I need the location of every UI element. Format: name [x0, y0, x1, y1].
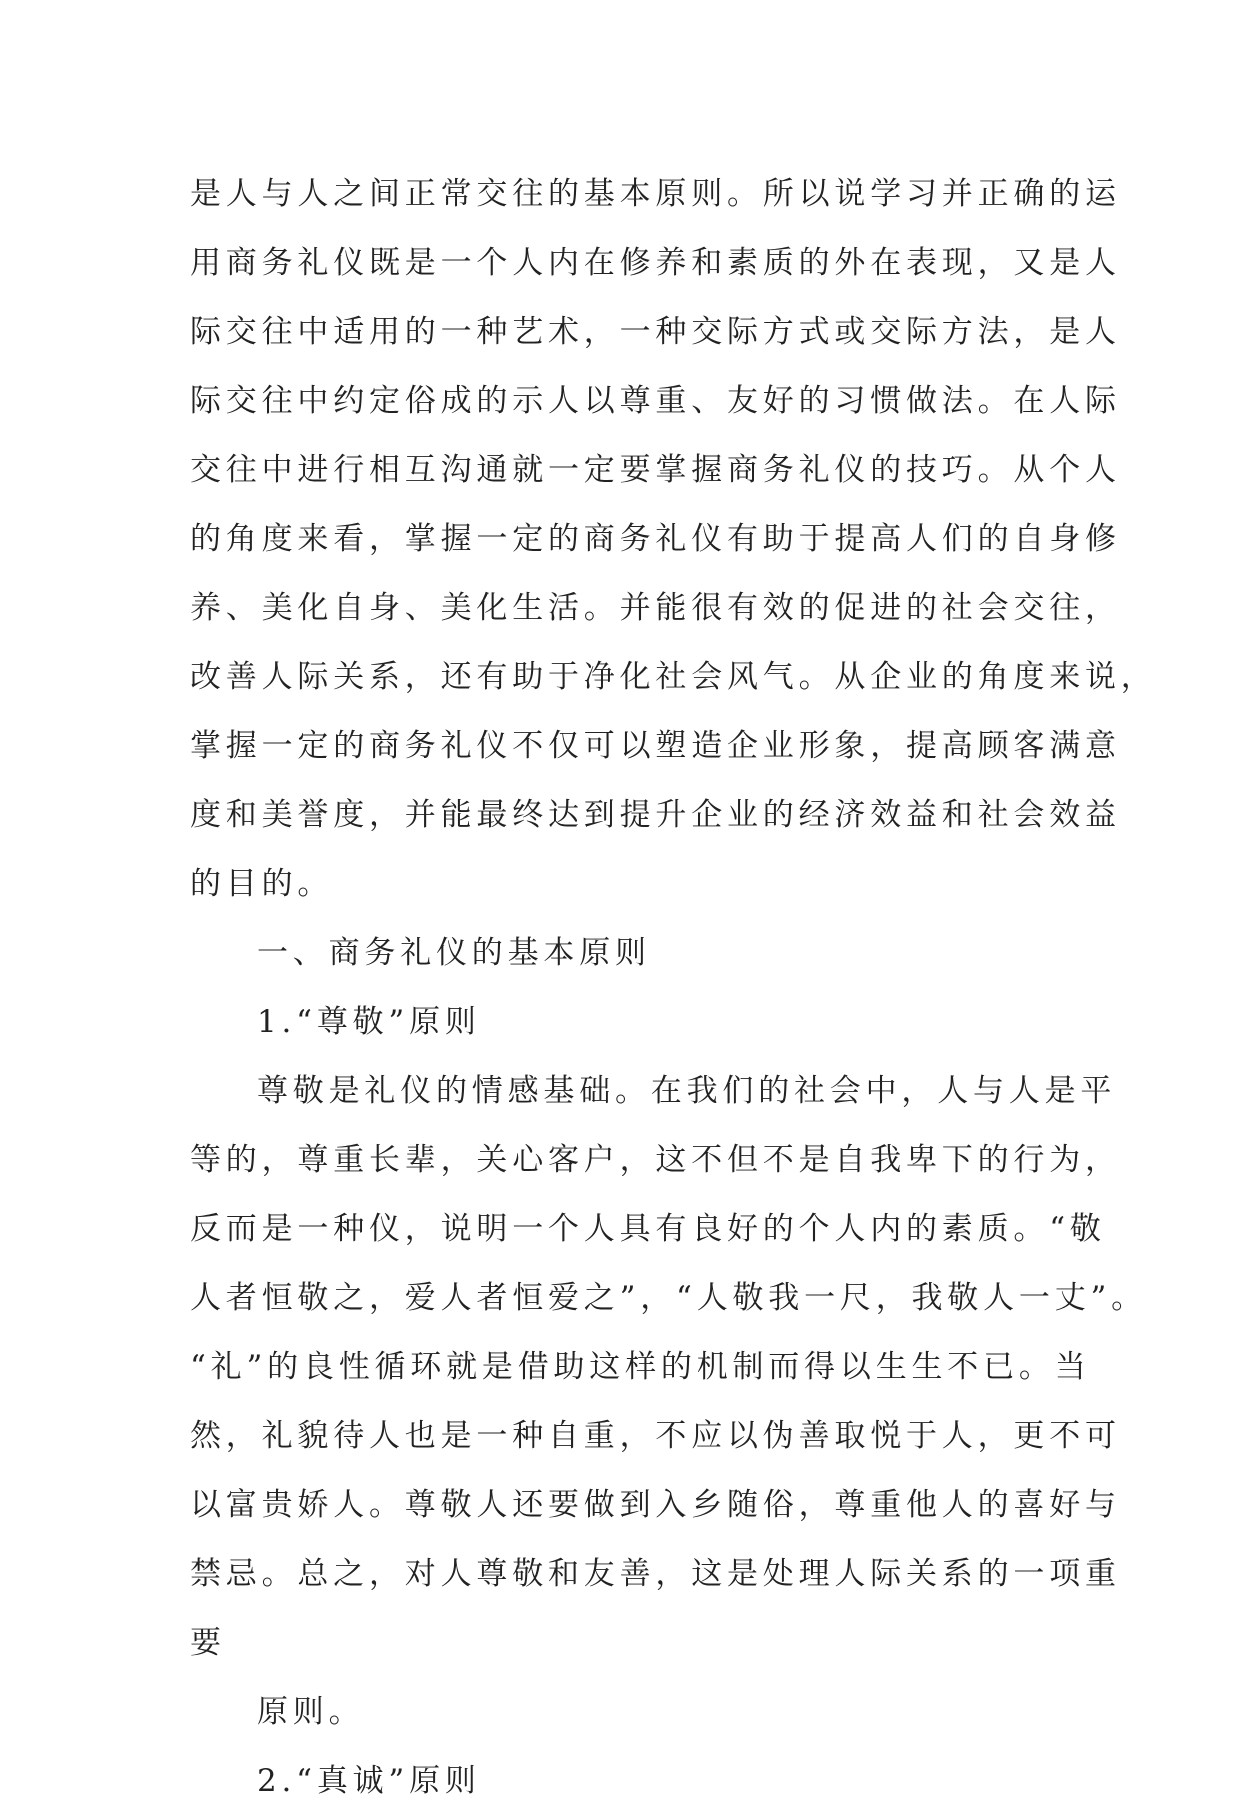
text-line: 度和美誉度，并能最终达到提升企业的经济效益和社会效益: [190, 797, 1121, 833]
text-line: 然，礼貌待人也是一种自重，不应以伪善取悦于人，更不可: [190, 1418, 1121, 1454]
subsection-heading: 2.“真诚”原则: [257, 1763, 481, 1799]
text-line: 是人与人之间正常交往的基本原则。所以说学习并正确的运: [190, 176, 1121, 212]
text-line: “礼”的良性循环就是借助这样的机制而得以生生不已。当: [190, 1349, 1091, 1385]
text-line: 际交往中适用的一种艺术，一种交际方式或交际方法，是人: [190, 314, 1121, 350]
subsection-heading: 1.“尊敬”原则: [257, 1004, 481, 1040]
text-line: 改善人际关系，还有助于净化社会风气。从企业的角度来说，: [190, 659, 1157, 695]
text-line: 养、美化自身、美化生活。并能很有效的促进的社会交往，: [190, 590, 1121, 626]
text-line: 掌握一定的商务礼仪不仅可以塑造企业形象，提高顾客满意: [190, 728, 1121, 764]
text-line: 以富贵娇人。尊敬人还要做到入乡随俗，尊重他人的喜好与: [190, 1487, 1121, 1523]
text-line: 要: [190, 1625, 226, 1661]
text-line: 原则。: [257, 1694, 365, 1730]
text-line: 交往中进行相互沟通就一定要掌握商务礼仪的技巧。从个人: [190, 452, 1121, 488]
text-line: 际交往中约定俗成的示人以尊重、友好的习惯做法。在人际: [190, 383, 1121, 419]
text-line: 尊敬是礼仪的情感基础。在我们的社会中，人与人是平: [257, 1073, 1117, 1109]
text-line: 反而是一种仪，说明一个人具有良好的个人内的素质。“敬: [190, 1211, 1106, 1247]
text-line: 人者恒敬之，爱人者恒爱之”，“人敬我一尺，我敬人一丈”。: [190, 1280, 1147, 1316]
section-heading: 一、商务礼仪的基本原则: [257, 935, 651, 971]
text-line: 的角度来看，掌握一定的商务礼仪有助于提高人们的自身修: [190, 521, 1121, 557]
text-line: 的目的。: [190, 866, 334, 902]
text-line: 禁忌。总之，对人尊敬和友善，这是处理人际关系的一项重: [190, 1556, 1121, 1592]
document-page: [190, 160, 1157, 1816]
text-line: 用商务礼仪既是一个人内在修养和素质的外在表现，又是人: [190, 245, 1121, 281]
text-line: 等的，尊重长辈，关心客户，这不但不是自我卑下的行为，: [190, 1142, 1121, 1178]
